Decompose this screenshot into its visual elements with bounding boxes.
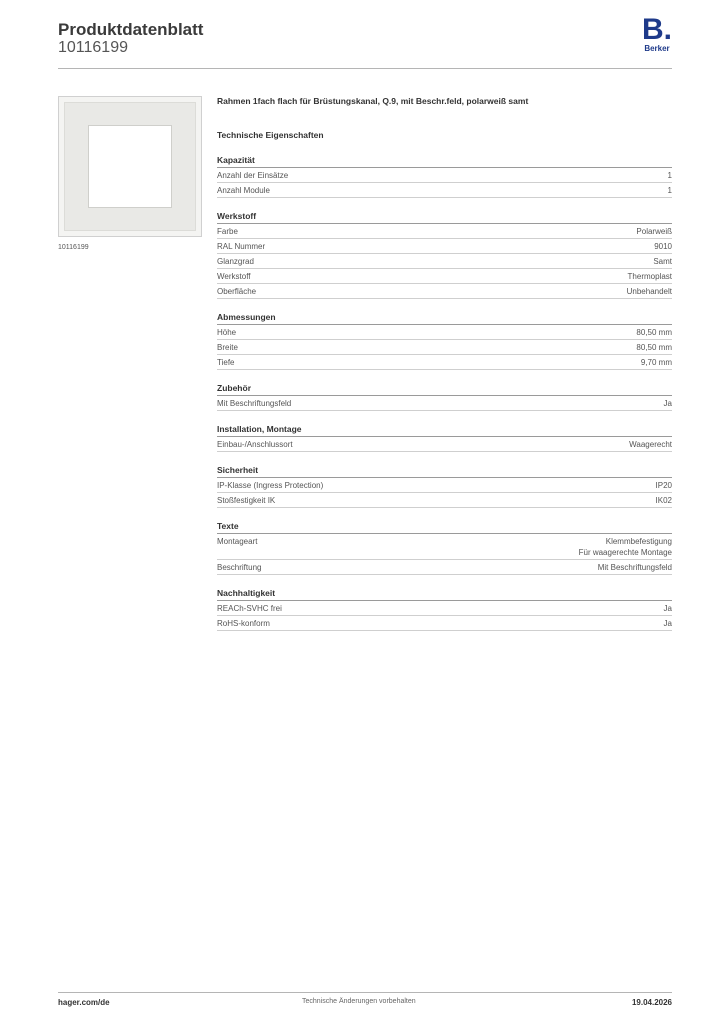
image-caption: 10116199 xyxy=(58,244,89,251)
spec-label: Einbau-/Anschlussort xyxy=(217,440,293,449)
spec-content xyxy=(217,96,672,631)
product-image xyxy=(58,96,202,237)
spec-row xyxy=(217,183,672,198)
spec-row xyxy=(217,493,672,508)
spec-value-line: Klemmbefestigung xyxy=(605,537,672,546)
spec-value-line: IK02 xyxy=(655,496,672,505)
spec-value xyxy=(668,185,672,196)
tech-properties-title: Technische Eigenschaften xyxy=(217,130,324,140)
spec-section xyxy=(217,521,672,575)
footer-notice: Technische Änderungen vorbehalten xyxy=(302,998,416,1005)
section-title: Abmessungen xyxy=(217,312,672,325)
spec-value-line: Ja xyxy=(663,604,672,613)
spec-row xyxy=(217,224,672,239)
spec-row xyxy=(217,168,672,183)
spec-value-line: 1 xyxy=(667,186,672,195)
spec-label: Glanzgrad xyxy=(217,257,254,266)
spec-value xyxy=(641,357,672,368)
spec-label: Mit Beschriftungsfeld xyxy=(217,399,292,408)
berker-logo xyxy=(640,13,674,54)
spec-label: Höhe xyxy=(217,328,237,337)
spec-value xyxy=(636,327,672,338)
spec-value-line: Unbehandelt xyxy=(626,287,672,296)
spec-value xyxy=(653,256,672,267)
spec-row xyxy=(217,396,672,411)
spec-label: IP-Klasse (Ingress Protection) xyxy=(217,481,324,490)
spec-label: RAL Nummer xyxy=(217,242,266,251)
spec-value-line: 9010 xyxy=(654,242,672,251)
spec-sections xyxy=(217,155,672,631)
frame-outer xyxy=(64,102,196,231)
spec-value-line: 9,70 mm xyxy=(640,358,672,367)
page-title: Produktdatenblatt xyxy=(58,20,204,39)
spec-section xyxy=(217,588,672,631)
spec-value-line: Mit Beschriftungsfeld xyxy=(597,563,672,572)
spec-label: Anzahl Module xyxy=(217,186,270,195)
spec-label: Oberfläche xyxy=(217,287,257,296)
spec-row xyxy=(217,478,672,493)
spec-section xyxy=(217,155,672,198)
section-title: Installation, Montage xyxy=(217,424,672,437)
spec-value xyxy=(627,286,672,297)
spec-label: Stoßfestigkeit IK xyxy=(217,496,276,505)
spec-label: Tiefe xyxy=(217,358,235,367)
spec-value xyxy=(598,562,672,573)
spec-row xyxy=(217,437,672,452)
spec-section xyxy=(217,465,672,508)
spec-value-line: Für waagerechte Montage xyxy=(578,548,672,557)
footer-divider xyxy=(58,992,672,993)
spec-value-line: 1 xyxy=(667,171,672,180)
spec-value-line: Ja xyxy=(663,619,672,628)
spec-value xyxy=(654,241,672,252)
spec-value xyxy=(636,342,672,353)
product-name: Rahmen 1fach flach für Brüstungskanal, Q.9, mit Beschr.feld, polarweiß samt xyxy=(217,96,529,106)
spec-value xyxy=(668,170,672,181)
spec-section xyxy=(217,211,672,299)
spec-value xyxy=(629,439,672,450)
spec-value xyxy=(664,618,672,629)
spec-value-line: 80,50 mm xyxy=(636,328,672,337)
spec-value xyxy=(664,603,672,614)
spec-value xyxy=(664,398,672,409)
spec-label: Anzahl der Einsätze xyxy=(217,171,289,180)
spec-value xyxy=(579,536,672,558)
spec-row xyxy=(217,254,672,269)
spec-label: Beschriftung xyxy=(217,563,262,572)
section-title: Werkstoff xyxy=(217,211,672,224)
spec-label: Werkstoff xyxy=(217,272,251,281)
spec-label: Montageart xyxy=(217,537,258,546)
header-divider xyxy=(58,68,672,69)
spec-row xyxy=(217,269,672,284)
spec-value-line: 80,50 mm xyxy=(636,343,672,352)
spec-value xyxy=(656,480,672,491)
logo-letter: B. xyxy=(642,13,672,46)
spec-value-line: Ja xyxy=(663,399,672,408)
section-title: Kapazität xyxy=(217,155,672,168)
spec-section xyxy=(217,312,672,370)
spec-label: RoHS-konform xyxy=(217,619,270,628)
spec-row xyxy=(217,284,672,299)
spec-label: Breite xyxy=(217,343,238,352)
section-title: Sicherheit xyxy=(217,465,672,478)
spec-value-line: Polarweiß xyxy=(636,227,672,236)
spec-row xyxy=(217,340,672,355)
spec-row xyxy=(217,616,672,631)
section-title: Nachhaltigkeit xyxy=(217,588,672,601)
spec-row xyxy=(217,534,672,560)
footer-date: 19.04.2026 xyxy=(631,998,672,1007)
section-title: Zubehör xyxy=(217,383,672,396)
spec-section xyxy=(217,424,672,452)
spec-row xyxy=(217,560,672,575)
spec-row xyxy=(217,239,672,254)
spec-row xyxy=(217,355,672,370)
spec-value-line: Waagerecht xyxy=(629,440,672,449)
frame-opening xyxy=(88,125,172,208)
spec-value-line: Thermoplast xyxy=(627,272,672,281)
section-title: Texte xyxy=(217,521,672,534)
spec-value-line: IP20 xyxy=(655,481,672,490)
spec-value xyxy=(628,271,672,282)
footer-website: hager.com/de xyxy=(58,998,110,1007)
spec-label: Farbe xyxy=(217,227,238,236)
spec-value xyxy=(656,495,672,506)
spec-value-line: Samt xyxy=(653,257,672,266)
logo-name: Berker xyxy=(644,44,670,53)
spec-section xyxy=(217,383,672,411)
spec-row xyxy=(217,325,672,340)
article-number: 10116199 xyxy=(58,39,128,56)
spec-value xyxy=(636,226,672,237)
spec-row xyxy=(217,601,672,616)
spec-label: REACh-SVHC frei xyxy=(217,604,282,613)
